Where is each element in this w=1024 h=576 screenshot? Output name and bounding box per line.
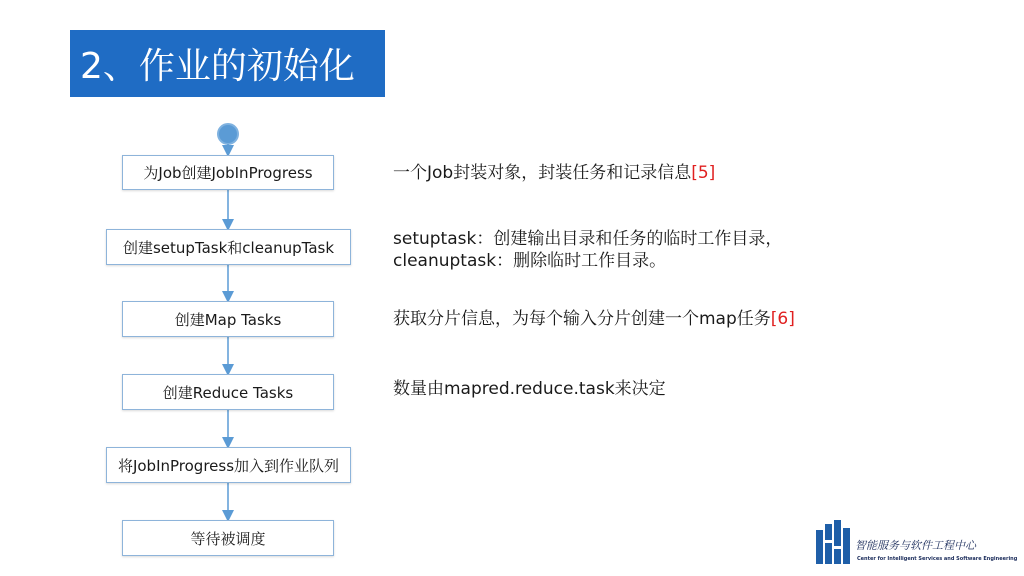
flow-step-5-label: 将JobInProgress加入到作业队列	[117, 456, 340, 475]
note-map-tasks	[393, 308, 795, 330]
note-reduce-tasks	[393, 378, 666, 400]
org-name-chinese: 智能服务与软件工程中心	[855, 539, 976, 552]
flow-step-3	[122, 301, 334, 337]
flow-step-3-label: 创建Map Tasks	[174, 310, 282, 329]
org-name-english: Center for Intelligent Services and Software Engineering	[857, 556, 1018, 562]
flow-step-1-label: 为Job创建JobInProgress	[143, 164, 313, 182]
start-node	[218, 124, 238, 144]
note-1-reference: [5]	[691, 163, 716, 183]
flow-step-1	[122, 155, 334, 190]
flow-step-2	[106, 229, 351, 265]
note-2-line-1: setuptask：创建输出目录和任务的临时工作目录，	[393, 229, 783, 249]
flow-step-4	[122, 374, 334, 410]
note-1-text: 一个Job封装对象，封装任务和记录信息	[393, 163, 692, 183]
flow-step-2-label: 创建setupTask和cleanupTask	[122, 238, 335, 257]
note-4-text: 数量由mapred.reduce.task来决定	[393, 379, 666, 399]
flow-step-5	[106, 447, 351, 483]
flow-step-6-label: 等待被调度	[190, 529, 266, 548]
slide-title-text: 2、作业的初始化	[80, 46, 355, 87]
note-setup-cleanup	[393, 228, 782, 272]
note-2-line-2: cleanuptask：删除临时工作目录。	[393, 251, 667, 271]
note-jobinprogress	[393, 162, 715, 184]
note-3-text: 获取分片信息，为每个输入分片创建一个map任务	[393, 309, 771, 329]
flow-step-6	[122, 520, 334, 556]
note-3-reference: [6]	[770, 309, 795, 329]
flow-step-4-label: 创建Reduce Tasks	[162, 383, 294, 402]
